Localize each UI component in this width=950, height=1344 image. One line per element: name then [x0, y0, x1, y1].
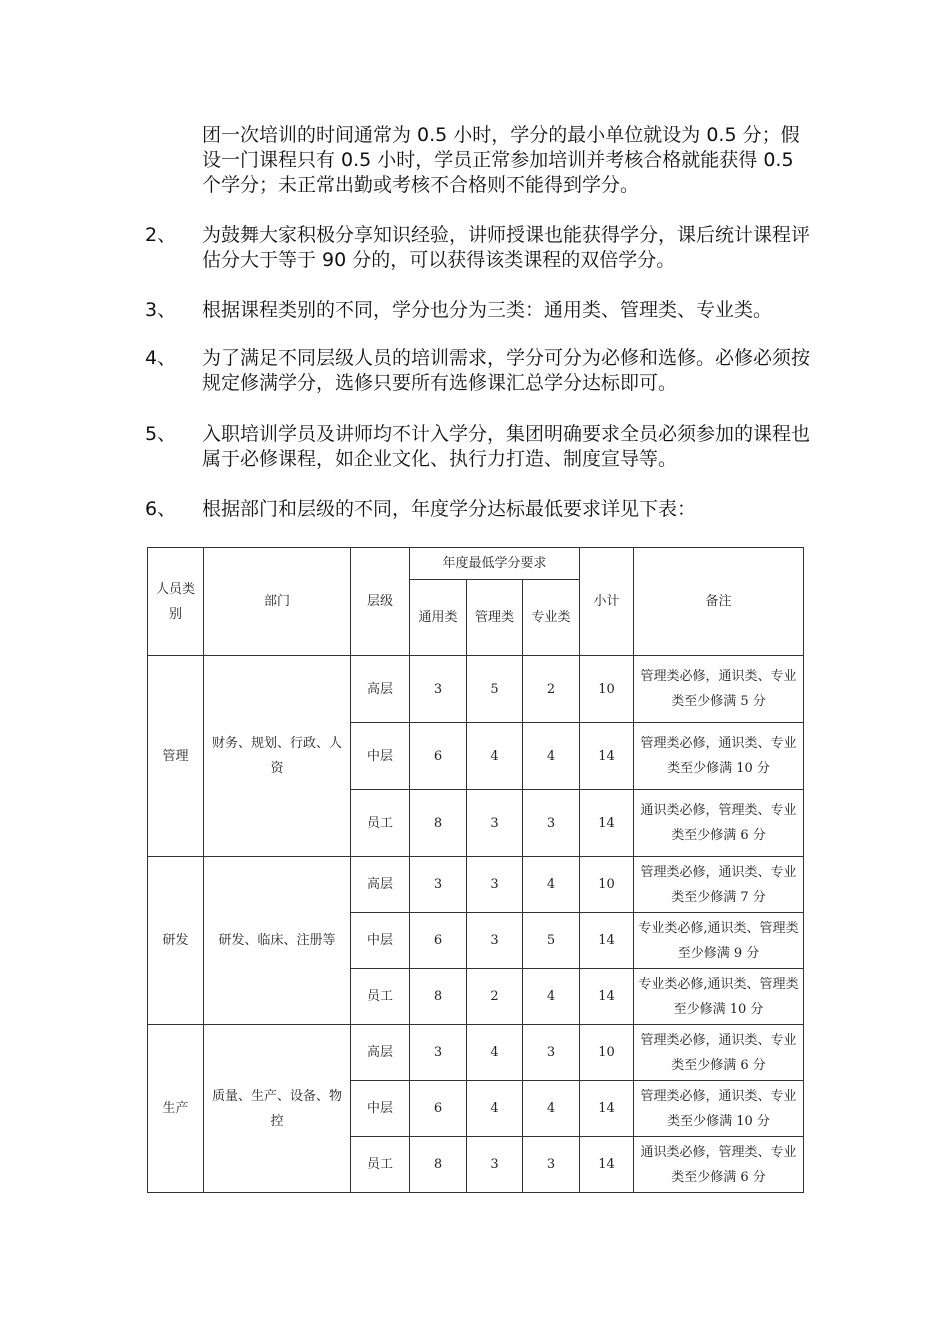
header-remarks: 备注	[634, 548, 804, 656]
table-row	[148, 656, 804, 723]
header-professional: 专业类	[523, 580, 580, 656]
paragraph-text: 为了满足不同层级人员的培训需求，学分可分为必修和选修。必修必须按规定修满学分，选修只要所有选修课汇总学分达标即可。	[202, 347, 811, 394]
remark-cell: 管理类必修，通识类、专业类至少修满 5 分	[634, 656, 804, 723]
department-cell: 研发、临床、注册等	[204, 857, 351, 1025]
management-cell: 3	[467, 913, 523, 969]
paragraph-text: 根据课程类别的不同，学分也分为三类：通用类、管理类、专业类。	[202, 299, 773, 321]
general-cell: 6	[410, 913, 467, 969]
subtotal-cell: 14	[580, 913, 634, 969]
subtotal-cell: 14	[580, 1081, 634, 1137]
general-cell: 8	[410, 1137, 467, 1193]
management-cell: 5	[467, 656, 523, 723]
remark-cell: 专业类必修,通识类、管理类至少修满 9 分	[634, 913, 804, 969]
department-cell: 财务、规划、行政、人资	[204, 656, 351, 857]
table-row	[148, 1025, 804, 1081]
professional-cell: 4	[523, 857, 580, 913]
category-cell: 生产	[148, 1025, 204, 1193]
header-row	[148, 548, 804, 580]
management-cell: 4	[467, 1081, 523, 1137]
paragraph-text: 入职培训学员及讲师均不计入学分，集团明确要求全员必须参加的课程也属于必修课程，如企业文化、执行力打造、制度宣导等。	[202, 423, 811, 470]
paragraph-number: 2、	[145, 224, 177, 246]
department-cell: 质量、生产、设备、物控	[204, 1025, 351, 1193]
remark-cell: 管理类必修，通识类、专业类至少修满 10 分	[634, 1081, 804, 1137]
general-cell: 6	[410, 723, 467, 790]
header-management: 管理类	[467, 580, 523, 656]
level-cell: 高层	[351, 857, 410, 913]
general-cell: 8	[410, 969, 467, 1025]
header-annual-min: 年度最低学分要求	[410, 548, 580, 580]
level-cell: 中层	[351, 723, 410, 790]
professional-cell: 3	[523, 1025, 580, 1081]
header-level: 层级	[351, 548, 410, 656]
professional-cell: 3	[523, 790, 580, 857]
level-cell: 中层	[351, 913, 410, 969]
management-cell: 3	[467, 1137, 523, 1193]
paragraph-number: 5、	[145, 423, 177, 445]
subtotal-cell: 14	[580, 723, 634, 790]
credit-requirements-table	[147, 547, 804, 1193]
paragraph-2	[145, 223, 810, 273]
professional-cell: 5	[523, 913, 580, 969]
subtotal-cell: 14	[580, 790, 634, 857]
professional-cell: 4	[523, 723, 580, 790]
paragraph-text: 为鼓舞大家积极分享知识经验，讲师授课也能获得学分，课后统计课程评估分大于等于 90 分的，可以获得该类课程的双倍学分。	[202, 224, 811, 271]
paragraph-text: 团一次培训的时间通常为 0.5 小时，学分的最小单位就设为 0.5 分；假设一门课程只有 0.5 小时，学员正常参加培训并考核合格就能获得 0.5 个学分；未正常出勤或考核不合格则不能得到学分。	[202, 124, 800, 196]
level-cell: 员工	[351, 1137, 410, 1193]
professional-cell: 4	[523, 1081, 580, 1137]
level-cell: 高层	[351, 656, 410, 723]
professional-cell: 3	[523, 1137, 580, 1193]
management-cell: 3	[467, 790, 523, 857]
header-general: 通用类	[410, 580, 467, 656]
general-cell: 3	[410, 1025, 467, 1081]
general-cell: 3	[410, 656, 467, 723]
management-cell: 4	[467, 1025, 523, 1081]
remark-cell: 管理类必修，通识类、专业类至少修满 7 分	[634, 857, 804, 913]
professional-cell: 2	[523, 656, 580, 723]
subtotal-cell: 10	[580, 1025, 634, 1081]
remark-cell: 管理类必修，通识类、专业类至少修满 6 分	[634, 1025, 804, 1081]
general-cell: 3	[410, 857, 467, 913]
management-cell: 3	[467, 857, 523, 913]
professional-cell: 4	[523, 969, 580, 1025]
paragraph-1	[145, 123, 810, 198]
paragraph-4	[145, 346, 810, 396]
paragraph-6	[145, 497, 810, 522]
general-cell: 6	[410, 1081, 467, 1137]
paragraph-text: 根据部门和层级的不同，年度学分达标最低要求详见下表：	[202, 498, 697, 520]
paragraph-number: 3、	[145, 299, 177, 321]
header-category: 人员类别	[148, 548, 204, 656]
subtotal-cell: 10	[580, 656, 634, 723]
remark-cell: 通识类必修，管理类、专业类至少修满 6 分	[634, 1137, 804, 1193]
header-subtotal: 小计	[580, 548, 634, 656]
subtotal-cell: 14	[580, 1137, 634, 1193]
paragraph-number: 4、	[145, 347, 177, 369]
general-cell: 8	[410, 790, 467, 857]
paragraph-3	[145, 298, 810, 323]
management-cell: 4	[467, 723, 523, 790]
remark-cell: 管理类必修，通识类、专业类至少修满 10 分	[634, 723, 804, 790]
level-cell: 员工	[351, 790, 410, 857]
remark-cell: 通识类必修，管理类、专业类至少修满 6 分	[634, 790, 804, 857]
management-cell: 2	[467, 969, 523, 1025]
paragraph-5	[145, 422, 810, 472]
subtotal-cell: 14	[580, 969, 634, 1025]
category-cell: 管理	[148, 656, 204, 857]
level-cell: 中层	[351, 1081, 410, 1137]
paragraph-number: 6、	[145, 498, 177, 520]
category-cell: 研发	[148, 857, 204, 1025]
remark-cell: 专业类必修,通识类、管理类至少修满 10 分	[634, 969, 804, 1025]
header-department: 部门	[204, 548, 351, 656]
level-cell: 员工	[351, 969, 410, 1025]
subtotal-cell: 10	[580, 857, 634, 913]
level-cell: 高层	[351, 1025, 410, 1081]
table-row	[148, 857, 804, 913]
